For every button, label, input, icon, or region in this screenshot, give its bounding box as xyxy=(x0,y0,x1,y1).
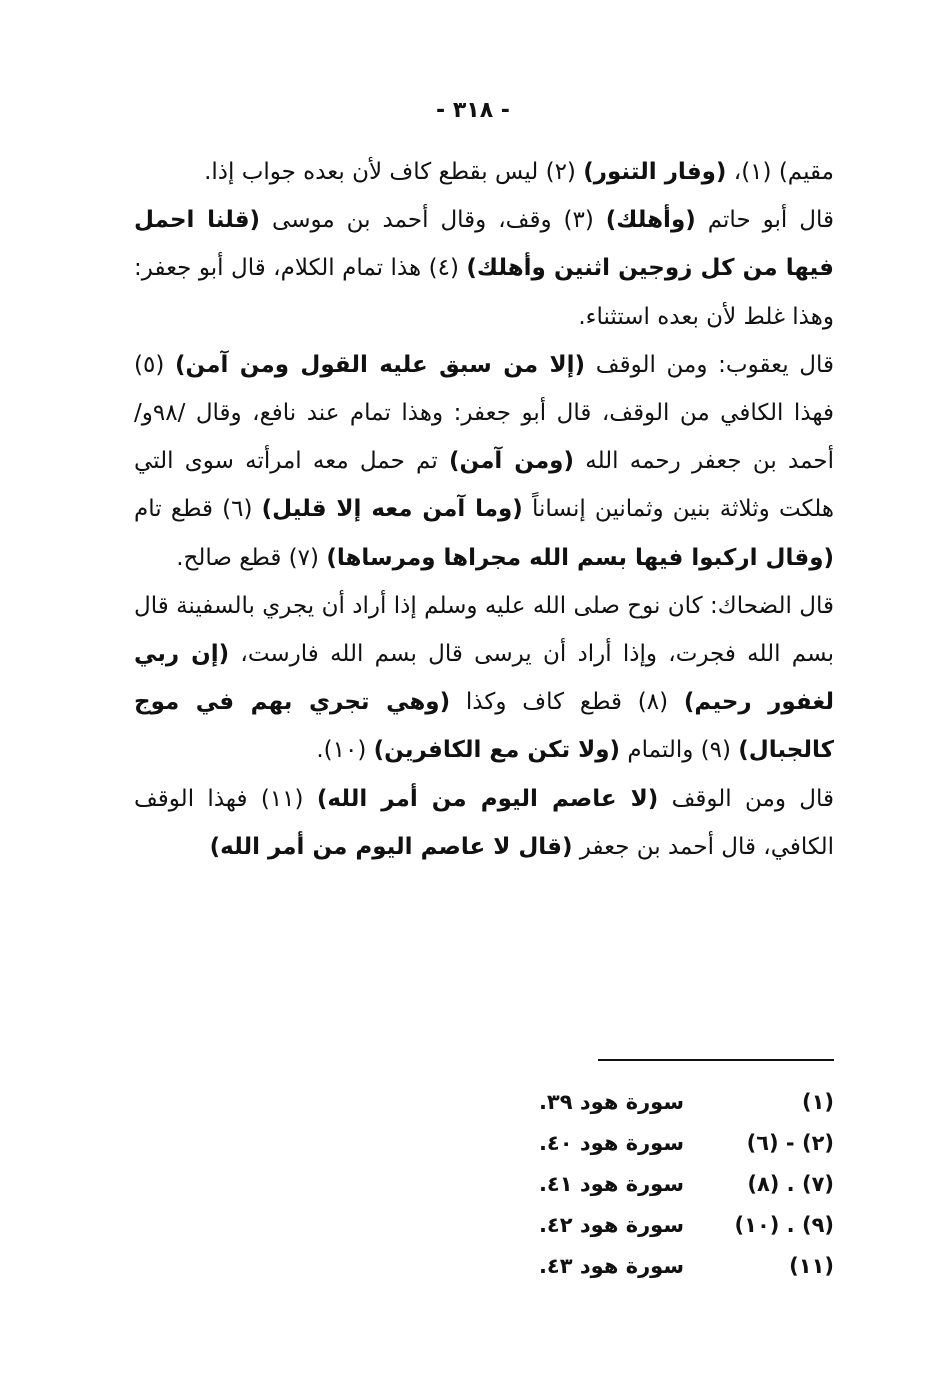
footnote-mark: (١) xyxy=(801,1090,834,1114)
quran-quote: (إلا من سبق عليه القول ومن آمن) xyxy=(175,351,586,378)
quran-quote: (وأهلك) xyxy=(605,207,696,234)
footnote-row xyxy=(530,1123,834,1164)
text-run: قال أبو حاتم xyxy=(695,207,834,234)
text-run: قال الضحاك: كان نوح صلى الله عليه وسلم إذا أراد أن يجري بالسفينة قال بسم الله فجرت، وإذا أراد أن يرسى قال بسم الله فارست، xyxy=(134,592,834,668)
quran-quote: (وفار التنور) xyxy=(583,159,727,185)
quran-quote: (ولا تكن مع الكافرين) xyxy=(373,737,621,764)
footnote-mark: (٧) . (٨) xyxy=(747,1172,834,1196)
footnotes xyxy=(530,1082,834,1287)
footnote-reference: سورة هود ٤٣. xyxy=(538,1254,684,1278)
text-run: (٤) هذا تمام الكلام، قال أبو جعفر: وهذا غلط لأن بعده استثناء. xyxy=(134,255,834,330)
text-run: (٨) قطع كاف وكذا xyxy=(450,689,684,716)
paragraph xyxy=(134,582,834,775)
paragraph xyxy=(134,775,834,871)
text-run: (٦) قطع تام xyxy=(134,496,262,523)
footnote-mark: (٢) - (٦) xyxy=(746,1131,834,1155)
quran-quote: (وقال اركبوا فيها بسم الله مجراها ومرساها) xyxy=(326,544,834,571)
quran-quote: (قال لا عاصم اليوم من أمر الله) xyxy=(209,833,573,860)
quran-quote: (وهي تجري بهم في موج كالجبال) xyxy=(134,689,834,764)
footnote-row xyxy=(530,1082,834,1123)
text-run: (١١) فهذا الوقف الكافي، قال أحمد بن جعفر xyxy=(134,785,834,860)
quran-quote: (ومن آمن) xyxy=(448,448,574,475)
quran-quote: (قلنا احمل فيها من كل زوجين اثنين وأهلك) xyxy=(134,207,834,282)
footnote-reference: سورة هود ٤٢. xyxy=(538,1213,684,1237)
footnote-row xyxy=(530,1246,834,1287)
text-run: (٣) وقف، وقال أحمد بن موسى xyxy=(260,207,606,234)
page-number: - ٣١٨ - xyxy=(436,98,510,123)
footnote-mark: (٩) . (١٠) xyxy=(734,1213,834,1237)
paragraph xyxy=(134,148,834,196)
text-run: (٥) فهذا الكافي من الوقف، قال أبو جعفر: وهذا تمام عند نافع، وقال /٩٨و/ أحمد بن جعفر رحمه الله xyxy=(134,351,834,475)
text-run: قال يعقوب: ومن الوقف xyxy=(585,351,835,378)
text-run: مقيم) (١)، xyxy=(726,159,834,185)
footnote-mark: (١١) xyxy=(789,1254,834,1278)
footnote-reference: سورة هود ٤١. xyxy=(538,1172,684,1196)
text-run: (٧) قطع صالح. xyxy=(176,544,327,571)
text-run: (٢) ليس بقطع كاف لأن بعده جواب إذا. xyxy=(204,159,584,185)
footnote-reference: سورة هود ٤٠. xyxy=(538,1131,684,1155)
text-run: قال ومن الوقف xyxy=(658,785,834,812)
text-run: (٩) والتمام xyxy=(620,737,739,764)
main-text xyxy=(134,148,834,871)
paragraph xyxy=(134,341,834,582)
footnote-row xyxy=(530,1205,834,1246)
quran-quote: (إن ربي لغفور رحيم) xyxy=(134,641,835,716)
quran-quote: (لا عاصم اليوم من أمر الله) xyxy=(316,785,659,812)
text-run: (١٠). xyxy=(316,737,374,764)
footnote-divider xyxy=(598,1059,834,1061)
footnote-row xyxy=(530,1164,834,1205)
footnote-reference: سورة هود ٣٩. xyxy=(538,1090,684,1114)
paragraph xyxy=(134,196,834,341)
quran-quote: (وما آمن معه إلا قليل) xyxy=(261,496,523,523)
text-run: تم حمل معه امرأته سوى التي هلكت وثلاثة بنين وثمانين إنساناً xyxy=(134,448,834,523)
